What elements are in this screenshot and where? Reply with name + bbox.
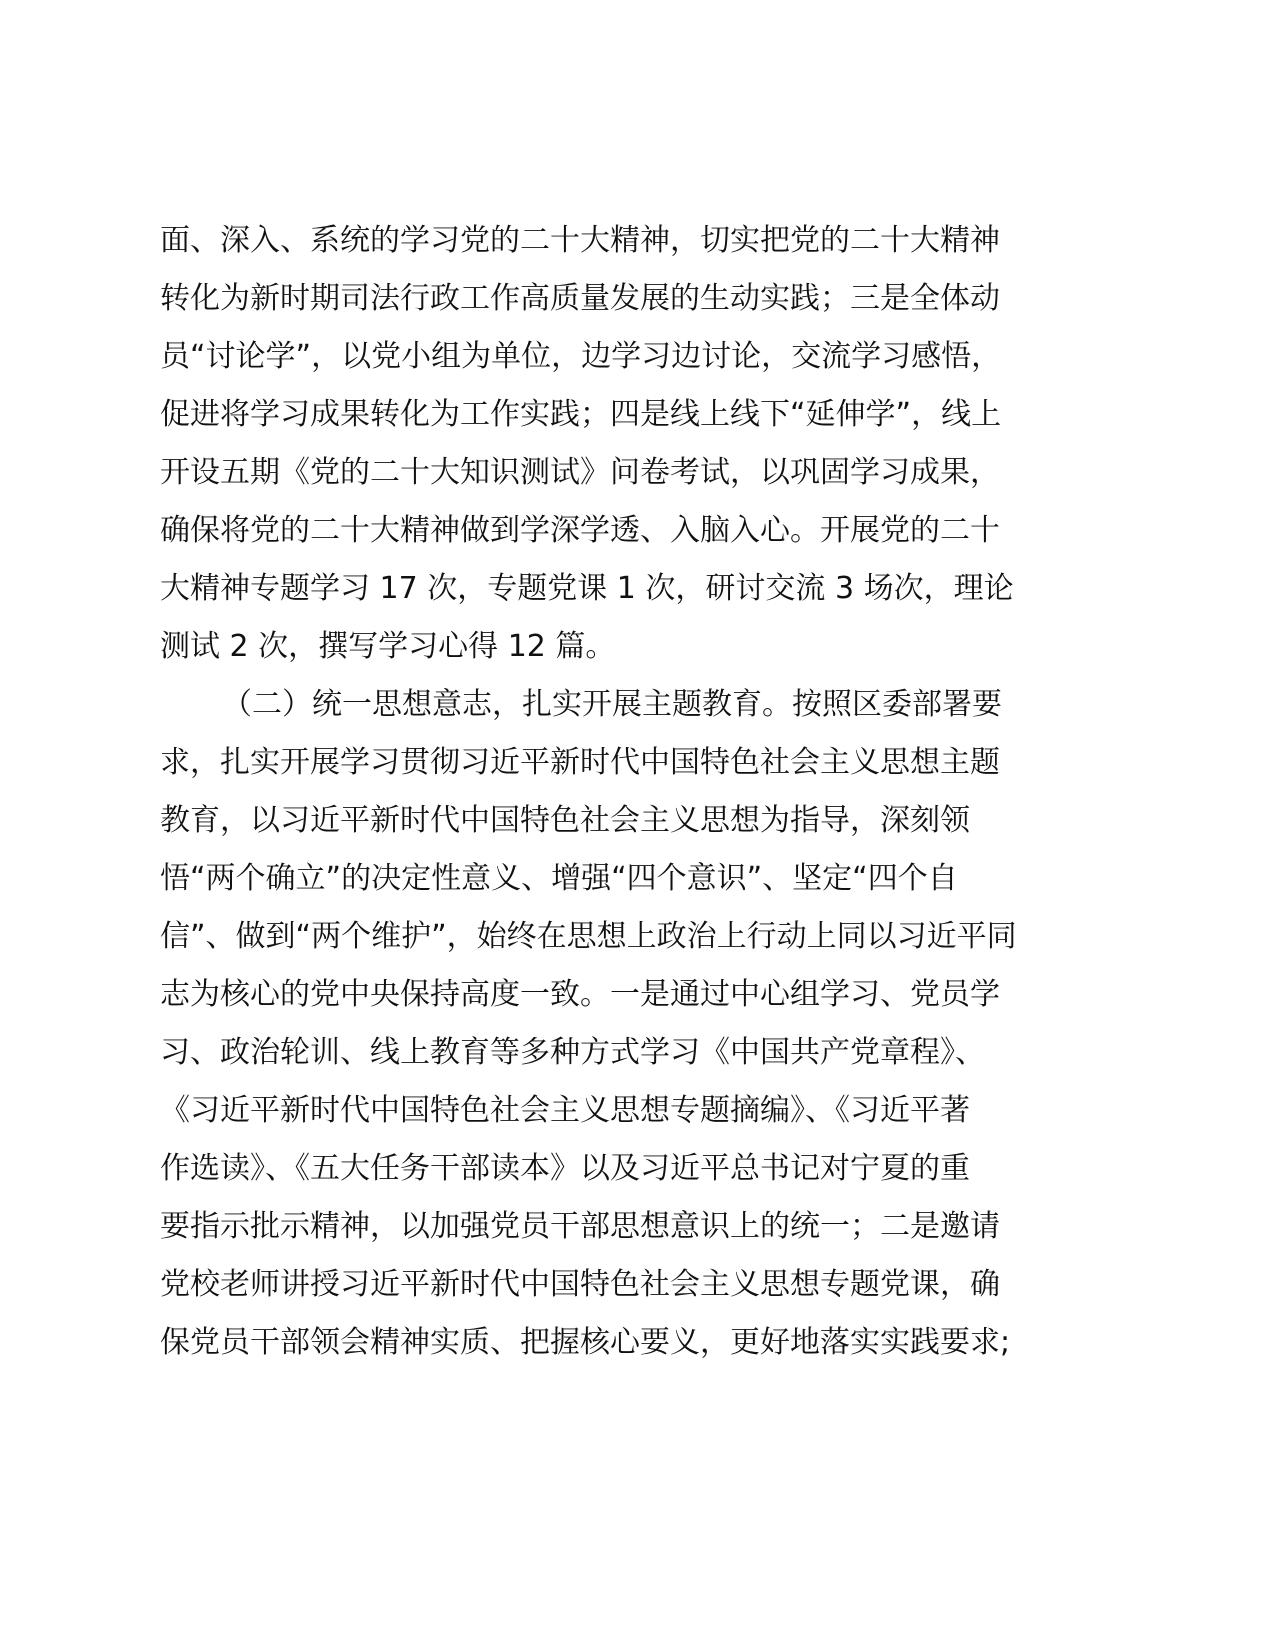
text-line: 要指示批示精神，以加强党员干部思想意识上的统一；二是邀请 xyxy=(160,1209,1000,1244)
section-heading-line: （二）统一思想意志，扎实开展主题教育。按照区委部署要 xyxy=(222,687,1002,722)
text-line: 员“讨论学”，以党小组为单位，边学习边讨论，交流学习感悟， xyxy=(160,339,1002,374)
text-line: 促进将学习成果转化为工作实践；四是线上线下“延伸学”，线上 xyxy=(160,397,1002,432)
text-line: 习、政治轮训、线上教育等多种方式学习《中国共产党章程》、 xyxy=(160,1035,985,1070)
text-line: 悟“两个确立”的决定性意义、增强“四个意识”、坚定“四个自 xyxy=(160,861,958,896)
text-line: 党校老师讲授习近平新时代中国特色社会主义思想专题党课，确 xyxy=(160,1267,1000,1302)
text-line: 求，扎实开展学习贯彻习近平新时代中国特色社会主义思想主题 xyxy=(160,745,1000,780)
text-line: 开设五期《党的二十大知识测试》问卷考试，以巩固学习成果， xyxy=(160,455,1000,490)
text-line: 信”、做到“两个维护”，始终在思想上政治上行动上同以习近平同 xyxy=(160,919,1017,954)
text-line: 确保将党的二十大精神做到学深学透、入脑入心。开展党的二十 xyxy=(160,513,1000,548)
text-line: 保党员干部领会精神实质、把握核心要义，更好地落实实践要求; xyxy=(160,1325,1011,1360)
text-line: 面、深入、系统的学习党的二十大精神，切实把党的二十大精神 xyxy=(160,223,1000,258)
text-line: 志为核心的党中央保持高度一致。一是通过中心组学习、党员学 xyxy=(160,977,1000,1012)
text-line: 《习近平新时代中国特色社会主义思想专题摘编》、《习近平著 xyxy=(160,1093,970,1128)
body-text xyxy=(160,212,1120,1372)
text-line: 作选读》、《五大任务干部读本》以及习近平总书记对宁夏的重 xyxy=(160,1151,970,1186)
text-line: 测试 2 次，撰写学习心得 12 篇。 xyxy=(160,629,616,664)
text-line: 大精神专题学习 17 次，专题党课 1 次，研讨交流 3 场次，理论 xyxy=(160,571,1014,606)
text-line: 教育，以习近平新时代中国特色社会主义思想为指导，深刻领 xyxy=(160,803,970,838)
text-line: 转化为新时期司法行政工作高质量发展的生动实践；三是全体动 xyxy=(160,281,1000,316)
